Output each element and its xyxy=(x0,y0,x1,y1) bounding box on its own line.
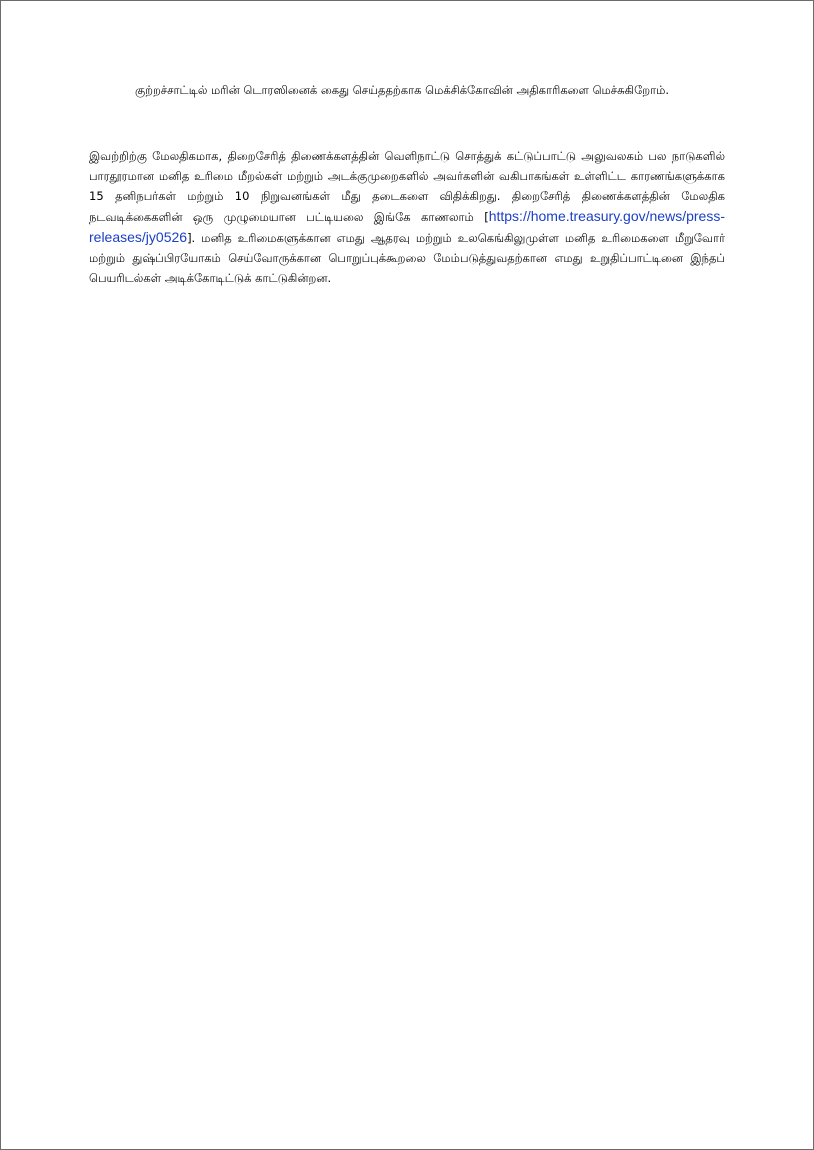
paragraph-2 xyxy=(89,146,725,288)
paragraph-2-text-before-link: இவற்றிற்கு மேலதிகமாக, திறைசேரித் திணைக்களத்தின் வெளிநாட்டு சொத்துக் கட்டுப்பாட்டு அலுவலகம் பல நாடுகளில் பாரதூரமான மனித உரிமை மீறல்கள் மற்றும் அடக்குமுறைகளில் அவர்களின் வகிபாகங்கள் உள்ளிட்ட காரணங்களுக்காக 15 தனிநபர்கள் மற்றும் 10 நிறுவனங்கள் மீது தடைகளை விதிக்கிறது. திறைசேரித் திணைக்களத்தின் மேலதிக நடவடிக்கைகளின் ஒரு முழுமையான பட்டியலை இங்கே காணலாம் [ xyxy=(89,148,725,224)
paragraph-1: குற்றச்சாட்டில் மரின் டொரஸினைக் கைது செய்ததற்காக மெக்சிக்கோவின் அதிகாரிகளை மெச்சுகிறோம். xyxy=(135,82,669,97)
treasury-press-release-link[interactable]: https://home.treasury.gov/news/press-releases/jy0526 xyxy=(89,207,725,245)
paragraph-2-text-after-link: ]. மனித உரிமைகளுக்கான எமது ஆதரவு மற்றும் உலகெங்கிலுமுள்ள மனித உரிமைகளை மீறுவோர் மற்றும் துஷ்ப்பிரயோகம் செய்வோருக்கான பொறுப்புக்கூறலை மேம்படுத்துவதற்கான எமது உறுதிப்பாட்டினை இந்தப் பெயரிடல்கள் அடிக்கோடிட்டுக் காட்டுகின்றன. xyxy=(89,230,725,285)
